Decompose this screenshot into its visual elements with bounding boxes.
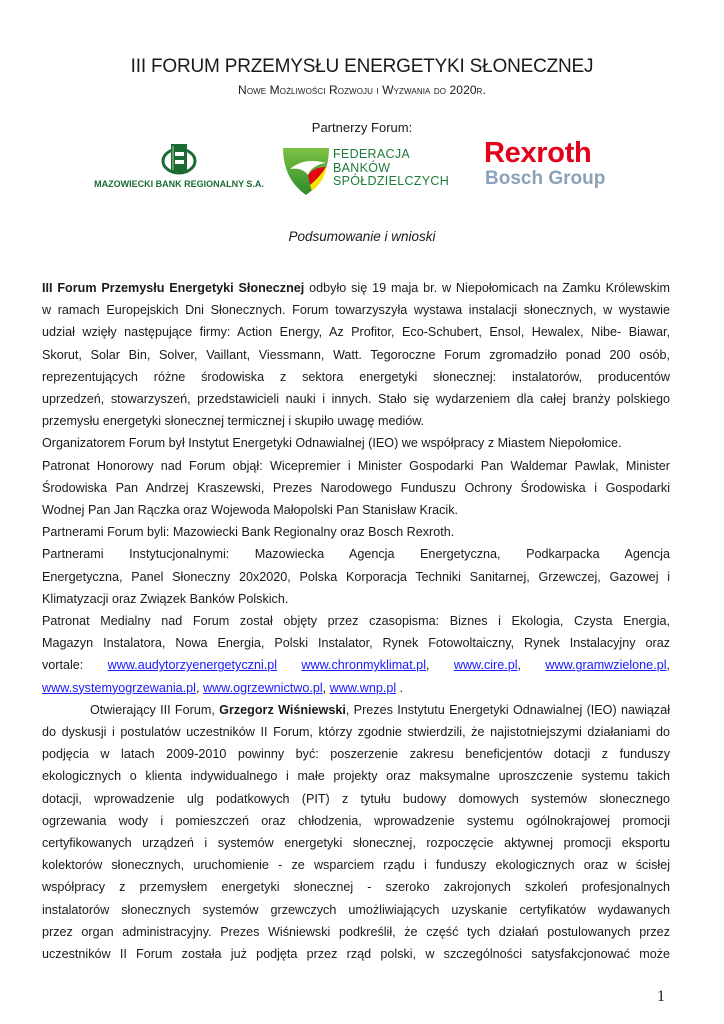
text-line — [42, 677, 670, 699]
paragraph — [42, 699, 670, 965]
bosch-group-wordmark: Bosch Group — [485, 168, 606, 189]
text-run: reprezentujących różne środowiska z sektora energetyki słonecznej: instalatorów, producentów — [42, 369, 670, 384]
paragraph — [42, 277, 670, 432]
fbs-line: BANKÓW — [333, 160, 391, 175]
text-run: odbyło się 19 maja br. w Niepołomicach na Zamku Królewskim — [304, 281, 670, 295]
text-run: Klimatyzacji oraz Związek Banków Polskich. — [42, 591, 289, 606]
bold-text: Grzegorz Wiśniewski — [219, 702, 346, 717]
mbr-logo-text: MAZOWIECKI BANK REGIONALNY S.A. — [94, 179, 264, 189]
web-link[interactable]: www.cire.pl — [453, 658, 518, 673]
partners-label: Partnerzy Forum: — [311, 120, 413, 135]
text-line — [42, 588, 670, 610]
text-run: instalatorów słonecznych systemów grzewczych umożliwiających uzyskanie certyfikatów wydawanych — [42, 902, 670, 917]
text-line — [42, 832, 670, 854]
text-run — [277, 658, 301, 672]
text-run: , — [666, 658, 670, 673]
text-line — [42, 521, 670, 543]
text-run: vortale: — [42, 658, 108, 673]
text-run: dotacji, wprowadzenie ulg podatkowych (PIT) z tytułu budowy domowych systemów słonecznego — [42, 791, 670, 806]
eagle-shield-icon — [280, 145, 332, 197]
text-run: uczestników II Forum została już podjęta przez rząd polski, w szczególności satysfakcjonować może — [42, 947, 670, 962]
text-run: Patronat Medialny nad Forum został objęty przez czasopisma: Biznes i Ekologia, Czysta Energia, — [42, 614, 670, 629]
text-run: Partnerami Instytucjonalnymi: Mazowiecka Agencja Energetyczna, Podkarpacka Agencja — [42, 547, 670, 562]
mbr-emblem-icon — [159, 140, 199, 176]
text-line — [42, 654, 670, 676]
text-line — [42, 566, 670, 588]
text-line — [42, 543, 670, 565]
mazowiecki-bank-regionalny-logo — [86, 140, 272, 196]
paragraph — [42, 455, 670, 522]
text-run: ekologicznych o klienta indywidualnego i małe projekty oraz maksymalne uproszczenie systemu takich — [42, 769, 670, 784]
text-run: Organizatorem Forum był Instytut Energetyki Odnawialnej (IEO) we współpracy z Miastem Niepołomice. — [42, 436, 622, 451]
text-run: w ramach Europejskich Dni Słonecznych. Forum towarzyszyła wystawa instalacji słonecznych, w wystawie — [42, 303, 670, 318]
text-line — [42, 943, 670, 965]
federacja-bankow-spoldzielczych-logo — [280, 145, 460, 197]
text-run: podjęcia w latach 2009-2010 powinny być: poszerzenie zakresu beneficjentów dotacji z funduszy — [42, 747, 670, 762]
text-line — [42, 854, 670, 876]
text-line — [42, 876, 670, 898]
web-link[interactable]: www.ogrzewnictwo.pl — [202, 680, 323, 695]
text-line — [42, 455, 670, 477]
text-line — [42, 477, 670, 499]
text-run: , — [426, 658, 454, 673]
bold-text: III Forum Przemysłu Energetyki Słonecznej — [42, 281, 305, 295]
text-run: udział wzięły następujące firmy: Action Energy, Az Profitor, Eco-Schubert, Ensol, Hewalex, Nibe- Biawar, — [42, 325, 670, 340]
text-run: Wodnej Pan Jan Rączka oraz Wojewoda Małopolski Pan Stanisław Kracik. — [42, 503, 459, 518]
text-line — [42, 321, 670, 343]
page-number: 1 — [657, 988, 665, 1005]
text-run: przez organ administracyjny. Prezes Wiśniewski podkreślił, że część tych działań postulowanych przez — [42, 924, 670, 939]
text-run: do dyskusji i postulatów uczestników II Forum, którzy zgodnie stwierdzili, że najistotniejszymi działaniami do — [42, 725, 670, 740]
rexroth-wordmark: Rexroth — [484, 137, 592, 169]
paragraph — [42, 610, 670, 699]
web-link[interactable]: www.wnp.pl — [329, 680, 397, 695]
text-line — [42, 743, 670, 765]
document-body — [42, 277, 670, 965]
text-run: certyfikowanych urządzeń i systemów energetyki słonecznej, rozpoczęcie aktywnej promocji eksportu — [42, 836, 670, 851]
paragraph — [42, 432, 670, 454]
text-line — [42, 499, 670, 521]
paragraph — [42, 521, 670, 543]
text-line — [42, 765, 670, 787]
text-run: ogrzewania wody i pomieszczeń oraz chłodzenia, wprowadzenie systemu ogólnokrajowej promocji — [42, 813, 670, 828]
text-line — [42, 344, 670, 366]
text-run: , — [517, 658, 546, 673]
text-run: Otwierający III Forum, — [90, 702, 220, 717]
text-run: Środowiska Pan Andrzej Kraszewski, Prezes Narodowego Funduszu Ochrony Środowiska i Gospodarki — [42, 480, 670, 495]
web-link[interactable]: www.gramwzielone.pl — [545, 658, 667, 673]
text-line — [42, 921, 670, 943]
document-title: III FORUM PRZEMYSŁU ENERGETYKI SŁONECZNEJ — [130, 56, 594, 77]
fbs-line: FEDERACJA — [333, 147, 411, 161]
text-line — [42, 432, 670, 454]
web-link[interactable]: www.systemyogrzewania.pl — [42, 680, 196, 695]
text-line — [42, 632, 670, 654]
text-run: Skorut, Solar Bin, Solver, Vaillant, Viessmann, Watt. Tegoroczne Forum zgromadziło ponad 200 osób, — [42, 347, 670, 362]
rexroth-bosch-logo — [484, 138, 614, 194]
text-run: uprzedzeń, stowarzyszeń, przedstawicieli nauki i innych. Stało się wydarzeniem dla całej branży polskiego — [42, 392, 670, 407]
fbs-line: SPÓŁDZIELCZYCH — [333, 174, 450, 188]
text-line — [42, 721, 670, 743]
text-line — [42, 299, 670, 321]
text-run: , Prezes Instytutu Energetyki Odnawialnej (IEO) nawiązał — [345, 702, 670, 717]
text-run: Patronat Honorowy nad Forum objął: Wicepremier i Minister Gospodarki Pan Waldemar Pawlak, Minister — [42, 458, 670, 473]
text-line — [42, 899, 670, 921]
text-run: Energetyczna, Panel Słoneczny 20x2020, Polska Korporacja Techniki Sanitarnej, Grzewczej, Gazowej i — [42, 569, 670, 584]
text-run: współpracy z przemysłem energetyki słonecznej - szeroko zakrojonych szkoleń profesjonalnych — [42, 880, 670, 895]
text-line — [42, 810, 670, 832]
section-heading: Podsumowanie i wnioski — [288, 229, 436, 244]
text-run: Magazyn Instalatora, Nowa Energia, Polski Instalator, Rynek Fotowoltaiczny, Rynek Instalacyjny oraz — [42, 636, 670, 651]
text-run: , — [195, 680, 203, 695]
text-line — [42, 610, 670, 632]
text-run: , — [322, 680, 330, 695]
text-line — [42, 699, 670, 721]
fbs-logo-text — [333, 148, 449, 189]
text-line — [42, 277, 670, 299]
text-run: Partnerami Forum byli: Mazowiecki Bank Regionalny oraz Bosch Rexroth. — [42, 525, 455, 540]
text-run: przemysłu energetyki słonecznej termicznej i skupiło uwagę mediów. — [42, 414, 425, 429]
text-line — [42, 388, 670, 410]
text-run: kolektorów słonecznych, uruchomienie - ze wsparciem rządu i funduszy ekologicznych oraz w ścisłej — [42, 858, 670, 873]
document-subtitle: Nowe Możliwości Rozwoju i Wyzwania do 2020r. — [238, 83, 486, 97]
text-line — [42, 410, 670, 432]
text-run: . — [396, 680, 404, 695]
web-link[interactable]: www.chronmyklimat.pl — [301, 658, 426, 673]
paragraph — [42, 543, 670, 610]
text-line — [42, 788, 670, 810]
web-link[interactable]: www.audytorzyenergetyczni.pl — [107, 658, 278, 673]
text-line — [42, 366, 670, 388]
